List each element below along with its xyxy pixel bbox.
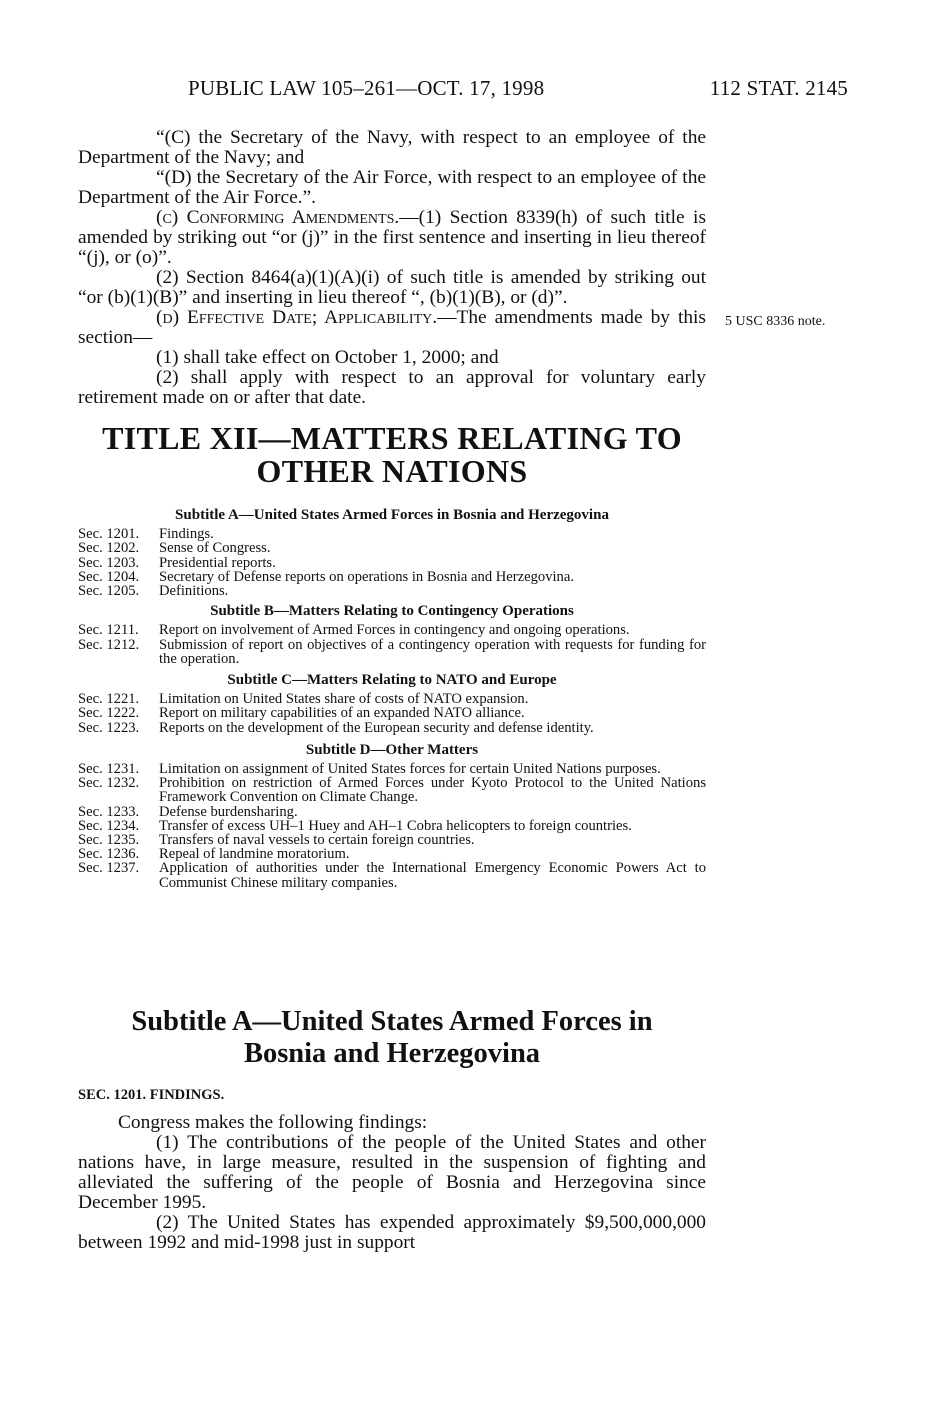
toc-entry [78, 570, 706, 584]
title-heading [78, 422, 706, 488]
toc-entry-number: Sec. 1221. [78, 691, 140, 708]
paragraph-2: (2) Section 8464(a)(1)(A)(i) of such title is amended by striking out “or (b)(1)(B)” and inserting in lieu thereof “, (b)(1)(B), or (d)”. [78, 267, 706, 308]
toc-entry-title: Definitions. [159, 583, 229, 600]
toc-entry-number: Sec. 1237. [78, 860, 140, 877]
toc-entry-number: Sec. 1205. [78, 583, 140, 600]
toc-entry-title: Limitation on United States share of costs of NATO expansion. [159, 691, 529, 708]
toc-entry-number: Sec. 1222. [78, 705, 140, 722]
findings-intro: Congress makes the following findings: [118, 1112, 428, 1133]
toc-entry [78, 527, 706, 541]
toc-entry-title: Sense of Congress. [159, 540, 271, 557]
public-law-citation: PUBLIC LAW 105–261—OCT. 17, 1998 [188, 76, 545, 100]
toc-entry [78, 805, 706, 819]
toc-entry-number: Sec. 1236. [78, 846, 140, 863]
statute-page-number: 112 STAT. 2145 [709, 76, 848, 100]
toc-entry [78, 833, 706, 847]
toc-subtitle-d: Subtitle D—Other Matters [305, 741, 479, 758]
toc-entry-title: Limitation on assignment of United States forces for certain United Nations purposes. [159, 761, 661, 778]
title-line-1: TITLE XII—MATTERS RELATING TO [102, 420, 682, 456]
toc-subtitle-b-list [78, 623, 706, 666]
toc-entry-title: Secretary of Defense reports on operations in Bosnia and Herzegovina. [159, 568, 574, 585]
findings-text-block [78, 1113, 706, 1253]
toc-entry [78, 556, 706, 570]
effective-date-label: (d) Effective Date; Applicability. [156, 307, 438, 328]
toc-entry [78, 762, 706, 776]
margin-note: 5 USC 8336 note. [725, 314, 826, 329]
effective-item-2: (2) shall apply with respect to an approval for voluntary early retirement made on or after that date. [78, 367, 706, 408]
toc-subtitle-c: Subtitle C—Matters Relating to NATO and Europe [227, 672, 557, 689]
toc-entry-title: Report on military capabilities of an expanded NATO alliance. [159, 705, 525, 722]
toc-entry-title: Reports on the development of the European security and defense identity. [159, 719, 594, 736]
subtitle-a-line-2: Bosnia and Herzegovina [243, 1038, 541, 1069]
toc-entry-title: Transfer of excess UH–1 Huey and AH–1 Cobra helicopters to foreign countries. [159, 817, 632, 834]
conforming-amendments-text: —(1) Section 8339(h) of such title is amended by striking out “or (j)” in the first sentence and inserting in lieu thereof “(j), or (o)”. [78, 207, 706, 268]
toc-subtitle-d-list [78, 762, 706, 890]
toc-subtitle-a-list [78, 527, 706, 598]
toc-entry-number: Sec. 1212. [78, 636, 140, 653]
effective-date-paragraph [78, 308, 706, 348]
table-of-contents [78, 508, 706, 890]
toc-entry-number: Sec. 1232. [78, 775, 140, 792]
toc-subtitle-b: Subtitle B—Matters Relating to Contingency Operations [210, 603, 574, 620]
section-heading: SEC. 1201. FINDINGS. [78, 1087, 225, 1103]
toc-entry [78, 819, 706, 833]
toc-entry-title: Report on involvement of Armed Forces in contingency and ongoing operations. [159, 622, 630, 639]
toc-entry-title: Transfers of naval vessels to certain foreign countries. [159, 832, 475, 849]
toc-entry-number: Sec. 1203. [78, 554, 140, 571]
toc-entry-number: Sec. 1223. [78, 719, 140, 736]
toc-entry-number: Sec. 1211. [78, 622, 139, 639]
toc-entry [78, 638, 706, 666]
toc-entry-title: Findings. [159, 526, 214, 543]
title-line-2: OTHER NATIONS [256, 453, 528, 489]
conforming-amendments-paragraph [78, 208, 706, 268]
toc-subtitle-a: Subtitle A—United States Armed Forces in Bosnia and Herzegovina [175, 507, 609, 523]
finding-1: (1) The contributions of the people of the United States and other nations have, in large measure, resulted in the suspension of fighting and alleviated the suffering of the people of Bosnia and Herzegovina since December 1995. [78, 1132, 706, 1213]
toc-entry [78, 847, 706, 861]
paragraph-d-air-force: “(D) the Secretary of the Air Force, with respect to an employee of the Department of the Air Force.”. [78, 167, 706, 208]
toc-entry [78, 861, 706, 889]
toc-subtitle-c-list [78, 692, 706, 735]
toc-entry-number: Sec. 1233. [78, 803, 140, 820]
toc-entry [78, 776, 706, 804]
toc-entry [78, 541, 706, 555]
conforming-amendments-label: (c) Conforming Amendments. [156, 207, 400, 228]
toc-entry [78, 623, 706, 637]
toc-entry-title: Submission of report on objectives of a contingency operation with requests for funding for the operation. [159, 636, 706, 667]
toc-entry-number: Sec. 1235. [78, 832, 140, 849]
toc-entry-number: Sec. 1204. [78, 568, 140, 585]
paragraph-c-navy: “(C) the Secretary of the Navy, with respect to an employee of the Department of the Navy; and [78, 127, 706, 168]
toc-entry-number: Sec. 1201. [78, 526, 140, 543]
toc-entry [78, 721, 706, 735]
effective-date-text: —The amendments made by this section— [78, 307, 706, 348]
toc-entry-title: Repeal of landmine moratorium. [159, 846, 350, 863]
toc-entry [78, 706, 706, 720]
toc-entry [78, 584, 706, 598]
finding-2: (2) The United States has expended approximately $9,500,000,000 between 1992 and mid-1998 just in support [78, 1212, 706, 1253]
intro-text-block [78, 128, 706, 408]
toc-entry-number: Sec. 1202. [78, 540, 140, 557]
toc-entry-title: Defense burdensharing. [159, 803, 298, 820]
toc-entry-title: Application of authorities under the International Emergency Economic Powers Act to Communist Chinese military companies. [159, 860, 706, 891]
toc-entry-title: Presidential reports. [159, 554, 276, 571]
subtitle-a-heading [78, 1006, 706, 1070]
toc-entry-title: Prohibition on restriction of Armed Forces under Kyoto Protocol to the United Nations Framework Convention on Climate Change. [159, 775, 706, 806]
subtitle-a-line-1: Subtitle A—United States Armed Forces in [131, 1006, 653, 1037]
effective-item-1: (1) shall take effect on October 1, 2000; and [156, 347, 499, 368]
toc-entry [78, 692, 706, 706]
toc-entry-number: Sec. 1231. [78, 761, 140, 778]
toc-entry-number: Sec. 1234. [78, 817, 140, 834]
